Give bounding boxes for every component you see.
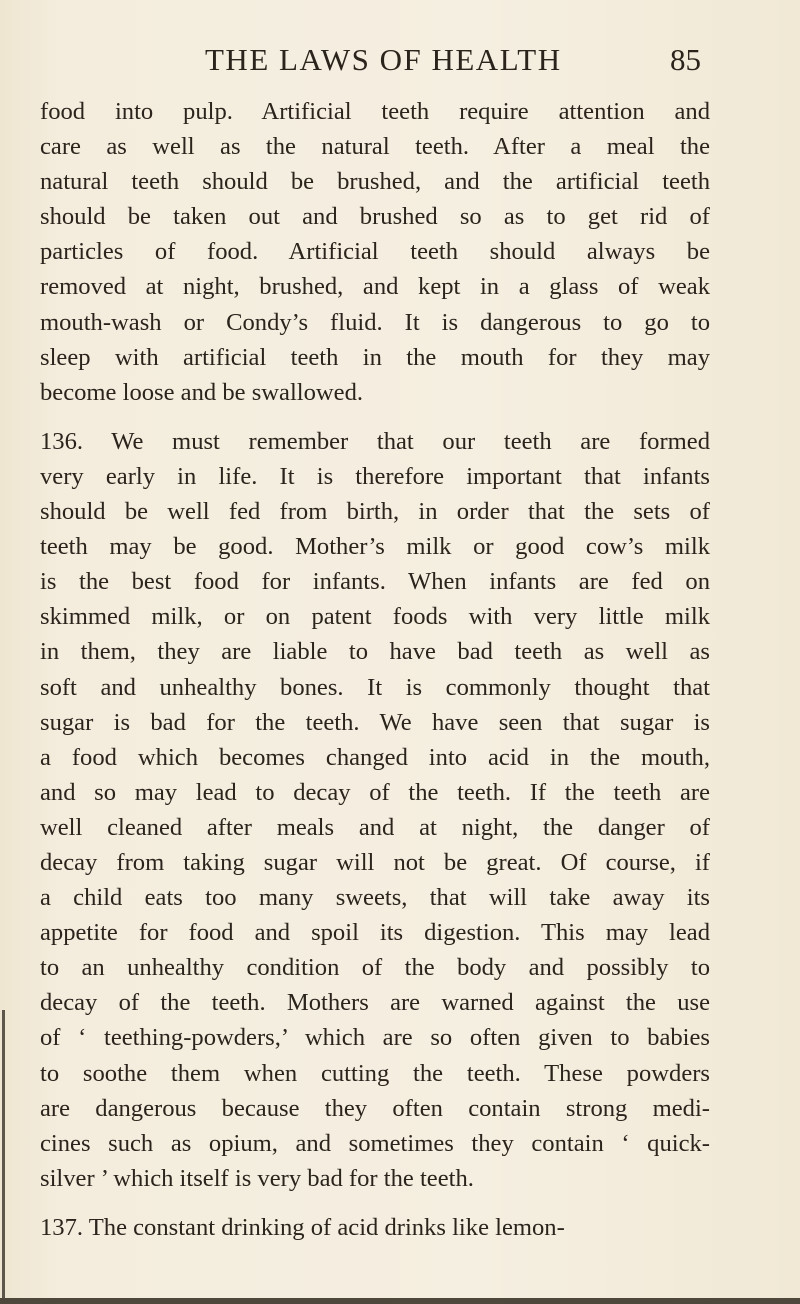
text-line: decay of the teeth. Mothers are warned against the use [40, 989, 710, 1017]
text-line: 136. We must remember that our teeth are formed [40, 427, 710, 455]
text-line: natural teeth should be brushed, and the artificial teeth [40, 168, 710, 196]
text-line: teeth may be good. Mother’s milk or good cow’s milk [40, 533, 710, 561]
text-line: should be taken out and brushed so as to get rid of [40, 203, 710, 231]
text-line: very early in life. It is therefore important that infants [40, 462, 710, 490]
text-line: food into pulp. Artificial teeth require attention and [40, 98, 710, 125]
text-line: a food which becomes changed into acid in the mouth, [40, 743, 710, 771]
paragraph-136 [40, 424, 710, 1196]
page-bottom-edge [0, 1298, 800, 1304]
text-line: to an unhealthy condition of the body and possibly to [40, 954, 710, 982]
gutter-shadow [2, 1010, 5, 1304]
text-line: skimmed milk, or on patent foods with very little milk [40, 603, 710, 631]
text-line: well cleaned after meals and at night, the danger of [40, 813, 710, 841]
text-line: 137. The constant drinking of acid drinks like lemon- [40, 1213, 565, 1241]
text-line: cines such as opium, and sometimes they contain ‘ quick- [40, 1129, 710, 1157]
text-line: become loose and be swallowed. [40, 378, 364, 406]
page-number: 85 [670, 42, 701, 77]
text-line: are dangerous because they often contain strong medi- [40, 1094, 710, 1122]
text-line: and so may lead to decay of the teeth. If the teeth are [40, 778, 710, 806]
running-head [0, 42, 800, 82]
text-line: a child eats too many sweets, that will take away its [40, 884, 710, 912]
text-line: decay from taking sugar will not be great. Of course, if [40, 848, 710, 876]
text-line: soft and unhealthy bones. It is commonly thought that [40, 673, 710, 701]
text-line: sugar is bad for the teeth. We have seen that sugar is [40, 708, 710, 736]
text-line: to soothe them when cutting the teeth. These powders [40, 1059, 710, 1087]
text-line: of ‘ teething-powders,’ which are so often given to babies [40, 1024, 710, 1052]
text-line: in them, they are liable to have bad teeth as well as [40, 638, 710, 666]
paragraph-continuation [40, 94, 710, 410]
text-line: appetite for food and spoil its digestion. This may lead [40, 919, 710, 947]
text-line: removed at night, brushed, and kept in a glass of weak [40, 273, 710, 301]
paragraph-137 [40, 1210, 710, 1245]
running-title: THE LAWS OF HEALTH [205, 42, 562, 77]
text-line: is the best food for infants. When infants are fed on [40, 568, 710, 596]
paragraph-gap [40, 1196, 710, 1210]
text-line: should be well fed from birth, in order that the sets of [40, 498, 710, 526]
text-line: care as well as the natural teeth. After a meal the [40, 133, 710, 161]
text-line: mouth-wash or Condy’s fluid. It is dangerous to go to [40, 308, 710, 336]
text-line: sleep with artificial teeth in the mouth for they may [40, 343, 710, 371]
paragraph-gap [40, 410, 710, 424]
text-line: silver ’ which itself is very bad for the teeth. [40, 1164, 474, 1192]
body-text [40, 94, 710, 1245]
text-line: particles of food. Artificial teeth should always be [40, 238, 710, 266]
